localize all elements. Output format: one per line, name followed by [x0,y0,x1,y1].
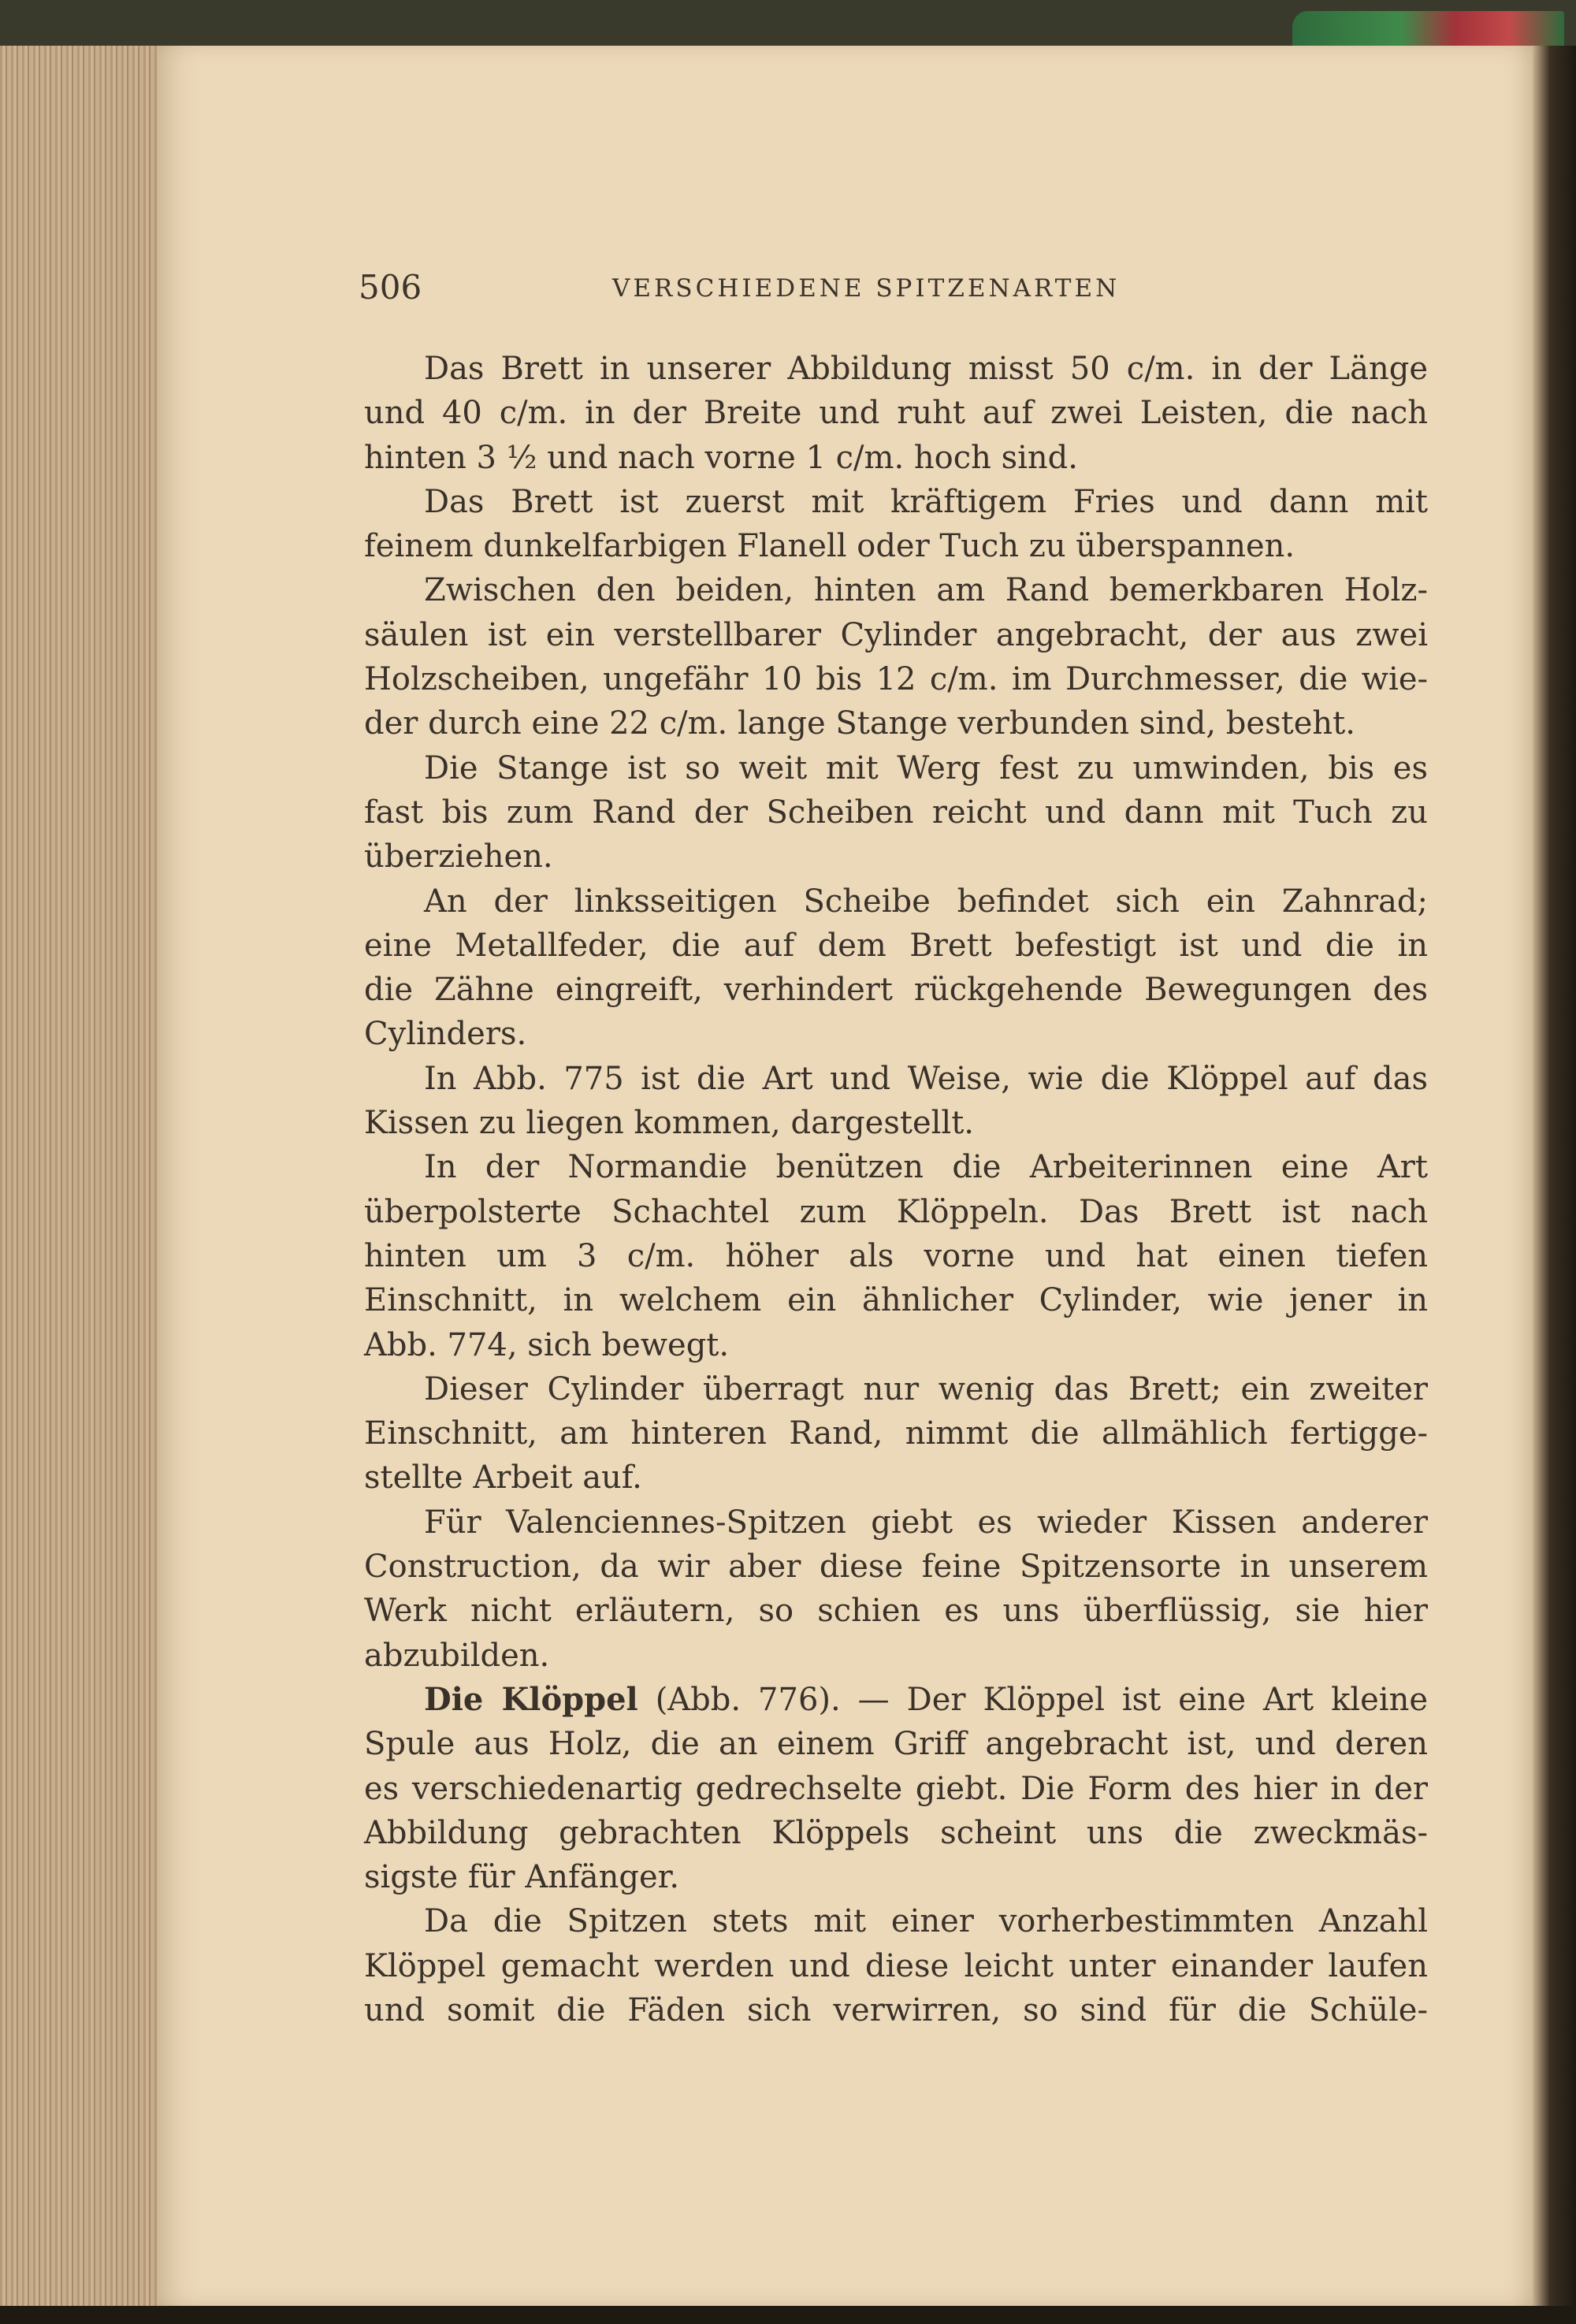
text-line [364,1145,1428,1189]
paragraph [364,746,1428,879]
text-line [364,568,1428,612]
line-text: Abbildung gebrachten Klöppels scheint uns die zweckmäs- [364,1814,1428,1851]
line-text: der durch eine 22 c/m. lange Stange verbunden sind, besteht. [364,705,1355,742]
line-text: hinten 3 ½ und nach vorne 1 c/m. hoch sind. [364,439,1078,476]
line-text: und 40 c/m. in der Breite und ruht auf zwei Leisten, die nach [364,395,1428,432]
line-text: (Abb. 776). — Der Klöppel ist eine Art kleine [637,1681,1429,1718]
line-text: Für Valenciennes-Spitzen giebt es wieder Kissen anderer [424,1504,1428,1541]
paragraph [364,1145,1428,1367]
text-line [364,391,1428,435]
text-line [364,1855,1428,1899]
text-line [364,1456,1428,1500]
text-line [364,968,1428,1012]
paragraph [364,480,1428,569]
text-line [364,1012,1428,1056]
paragraph [364,1367,1428,1500]
text-line [364,1589,1428,1633]
line-text: Zwischen den beiden, hinten am Rand bemerkbaren Holz- [424,572,1428,609]
text-line [364,924,1428,968]
paragraph [364,1678,1428,1899]
text-line [364,1545,1428,1589]
paragraph [364,568,1428,746]
text-line [364,1634,1428,1678]
line-text: Construction, da wir aber diese feine Spitzensorte in unserem [364,1549,1428,1586]
text-line [364,1411,1428,1456]
paragraph [364,1057,1428,1146]
text-line [364,790,1428,835]
text-line [364,1988,1428,2032]
text-line [364,347,1428,391]
line-text: An der linksseitigen Scheibe befindet sich ein Zahnrad; [424,883,1428,920]
line-text: es verschiedenartig gedrechselte giebt. Die Form des hier in der [364,1770,1428,1807]
bookmark-ribbon [1292,11,1564,47]
line-text: In Abb. 775 ist die Art und Weise, wie die Klöppel auf das [424,1060,1428,1097]
text-line [364,1944,1428,1988]
line-text: Klöppel gemacht werden und diese leicht unter einander laufen [364,1947,1428,1984]
text-line [364,613,1428,657]
line-text: eine Metallfeder, die auf dem Brett befestigt ist und die in [364,927,1428,964]
line-text: In der Normandie benützen die Arbeiterinnen eine Art [424,1149,1428,1186]
line-text: Cylinders. [364,1016,527,1053]
line-text: überziehen. [364,838,553,876]
text-line [364,1057,1428,1101]
running-title: VERSCHIEDENE SPITZENARTEN [612,274,1121,303]
text-line [364,1811,1428,1855]
text-line [364,1767,1428,1811]
line-text: Dieser Cylinder überragt nur wenig das Brett; ein zweiter [424,1370,1428,1407]
line-text: Das Brett in unserer Abbildung misst 50 c/m. in der Länge [424,351,1428,387]
body-text [364,347,1428,2032]
text-line [364,1101,1428,1145]
line-text: Kissen zu liegen kommen, dargestellt. [364,1105,974,1142]
line-text: Abb. 774, sich bewegt. [364,1326,730,1363]
text-line [364,1899,1428,1943]
line-text: Das Brett ist zuerst mit kräftigem Fries und dann mit [424,483,1428,520]
text-line [364,746,1428,790]
text-line [364,879,1428,924]
line-text: Spule aus Holz, die an einem Griff angebracht ist, und deren [364,1726,1428,1763]
page-number: 506 [359,268,422,307]
page-edges [0,46,162,2307]
line-text: überpolsterte Schachtel zum Klöppeln. Das Brett ist nach [364,1193,1428,1230]
text-line [364,524,1428,568]
line-text: feinem dunkelfarbigen Flanell oder Tuch zu überspannen. [364,528,1295,565]
paragraph [364,879,1428,1057]
text-line [364,657,1428,701]
line-text: und somit die Fäden sich verwirren, so sind für die Schüle- [364,1991,1428,2028]
text-line [364,436,1428,480]
text-line [364,1278,1428,1322]
text-line [364,1367,1428,1411]
line-text: Werk nicht erläutern, so schien es uns überflüssig, sie hier [364,1593,1428,1630]
book-spine-edge [1533,46,1576,2324]
text-line [364,1722,1428,1766]
text-line [364,1190,1428,1234]
text-line [364,701,1428,746]
line-text: Da die Spitzen stets mit einer vorherbestimmten Anzahl [424,1903,1428,1940]
line-text: Die Stange ist so weit mit Werg fest zu umwinden, bis es [424,749,1428,786]
page-header [359,268,1430,315]
paragraph [364,347,1428,480]
text-line [364,480,1428,524]
text-line [364,835,1428,879]
line-text: säulen ist ein verstellbarer Cylinder angebracht, der aus zwei [364,616,1428,653]
text-line [364,1323,1428,1367]
line-text: hinten um 3 c/m. höher als vorne und hat einen tiefen [364,1237,1428,1274]
line-text: Einschnitt, am hinteren Rand, nimmt die allmählich fertigge- [364,1415,1428,1452]
line-text: fast bis zum Rand der Scheiben reicht und dann mit Tuch zu [364,794,1428,831]
line-text: sigste für Anfänger. [364,1859,680,1896]
line-text: abzubilden. [364,1637,550,1674]
line-text: stellte Arbeit auf. [364,1459,642,1497]
paragraph [364,1899,1428,2032]
text-line [364,1500,1428,1545]
paragraph [364,1500,1428,1678]
text-line [364,1234,1428,1278]
line-text: Einschnitt, in welchem ein ähnlicher Cylinder, wie jener in [364,1282,1428,1319]
text-line [364,1678,1428,1722]
line-text: Holzscheiben, ungefähr 10 bis 12 c/m. im Durchmesser, die wie- [364,661,1428,698]
scan-bottom-border [0,2306,1576,2324]
line-text: die Zähne eingreift, verhindert rückgehende Bewegungen des [364,972,1428,1009]
section-heading: Die Klöppel [424,1680,638,1718]
